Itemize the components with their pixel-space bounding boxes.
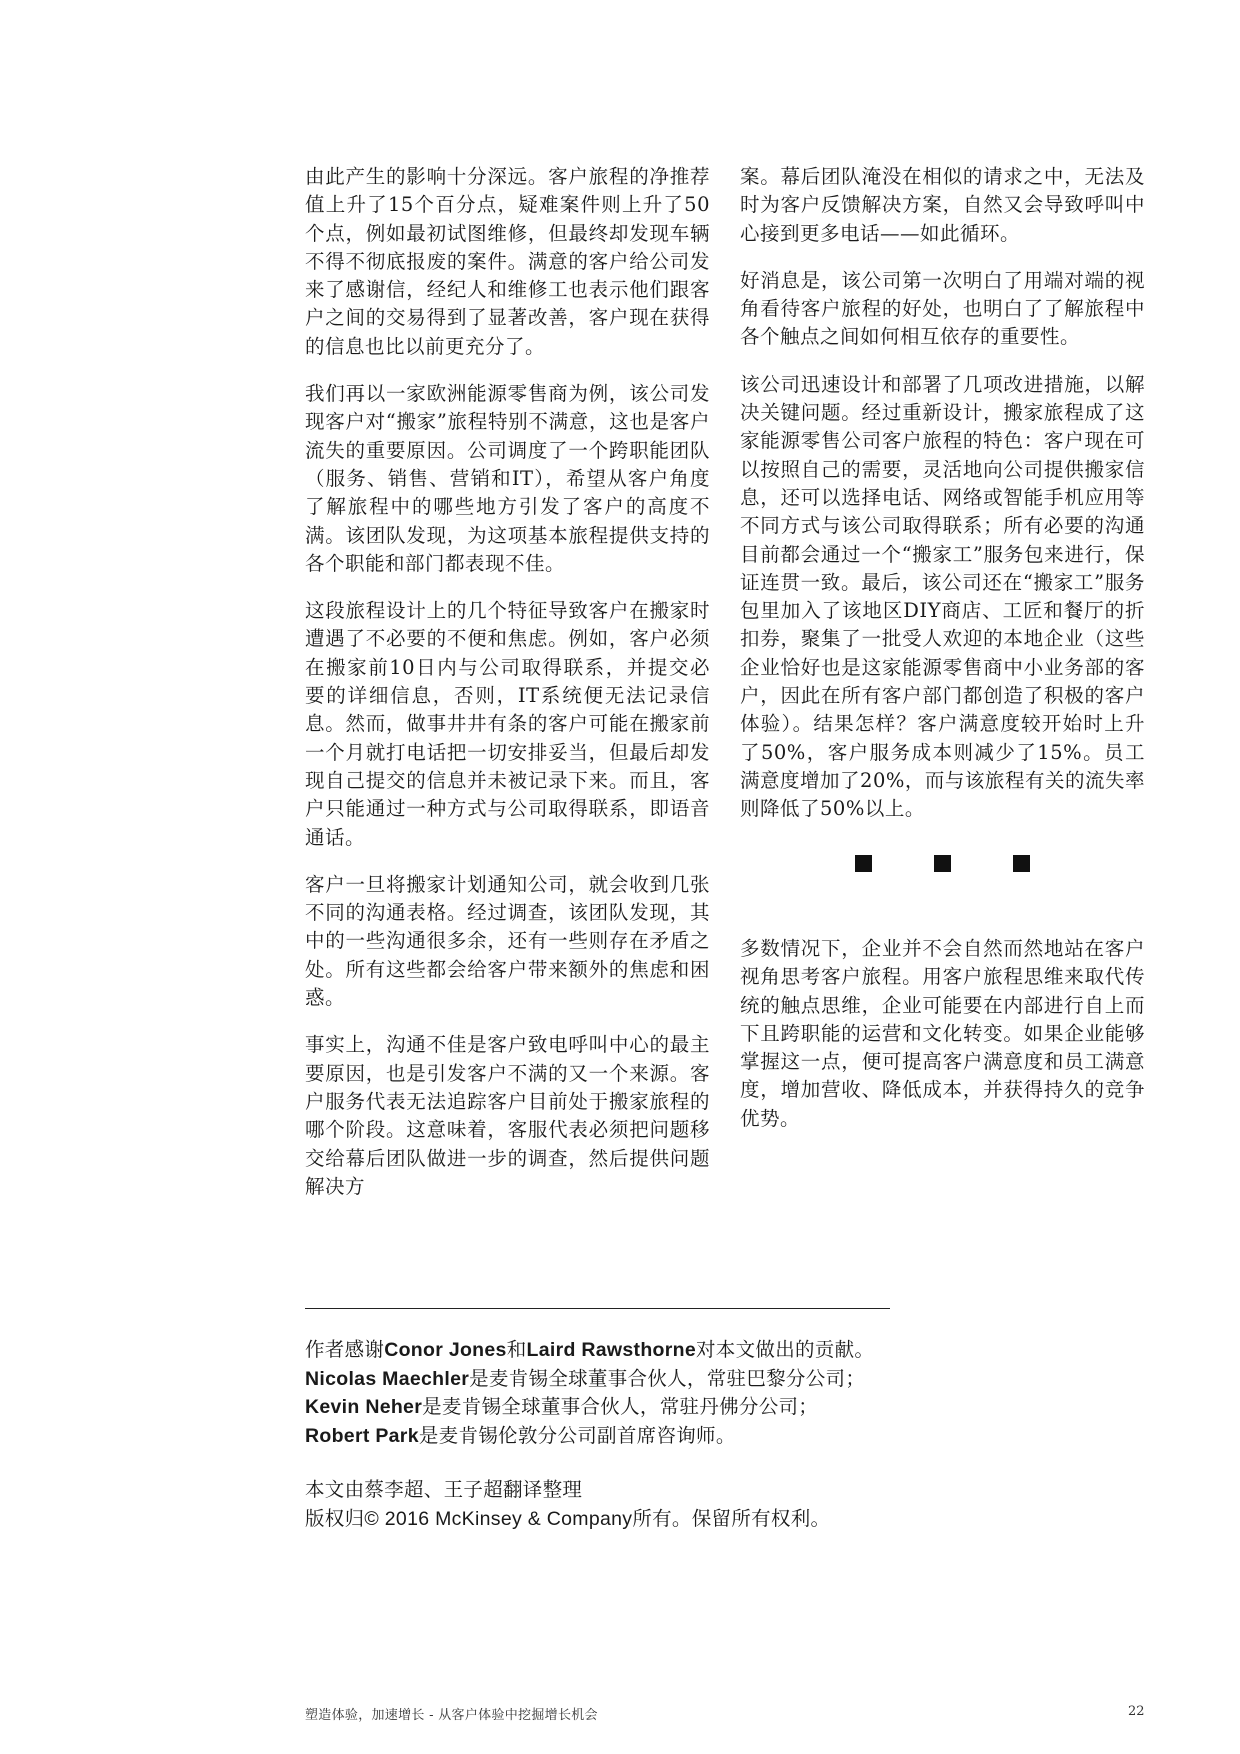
body-paragraph: 该公司迅速设计和部署了几项改进措施，以解决关键问题。经过重新设计，搬家旅程成了这家能源零售公司客户旅程的特色：客户现在可以按照自己的需要，灵活地向公司提供搬家信息，还可以选择电话、网络或智能手机应用等不同方式与该公司取得联系；所有必要的沟通目前都会通过一个“搬家工”服务包来进行，保证连贯一致。最后，该公司还在“搬家工”服务包里加入了该地区DIY商店、工匠和餐厅的折扣券，聚集了一批受人欢迎的本地企业（这些企业恰好也是这家能源零售商中小业务部的客户，因此在所有客户部门都创造了积极的客户体验）。结果怎样？客户满意度较开始时上升了50%，客户服务成本则减少了15%。员工满意度增加了20%，而与该旅程有关的流失率则降低了50%以上。 [740,372,1145,821]
body-paragraph: 事实上，沟通不佳是客户致电呼叫中心的最主要原因，也是引发客户不满的又一个来源。客户服务代表无法追踪客户目前处于搬家旅程的哪个阶段。这意味着，客服代表必须把问题移交给幕后团队做进一步的调查，然后提供问题解决方 [305,1033,710,1198]
right-column [740,163,1145,843]
body-paragraph: 案。幕后团队淹没在相似的请求之中，无法及时为客户反馈解决方案，自然又会导致呼叫中心接到更多电话——如此循环。 [740,165,1145,245]
body-paragraph: 由此产生的影响十分深远。客户旅程的净推荐值上升了15个百分点，疑难案件则上升了50个点，例如最初试图维修，但最终却发现车辆不得不彻底报废的案件。满意的客户给公司发来了感谢信，经纪人和维修工也表示他们跟客户之间的交易得到了显著改善，客户现在获得的信息也比以前更充分了。 [305,165,710,358]
divider [305,1308,890,1309]
square-ornament-icon [934,855,951,872]
author-line: Kevin Neher是麦肯锡全球董事合伙人，常驻丹佛分公司； [305,1395,819,1418]
square-ornament-icon [1013,855,1030,872]
body-paragraph: 我们再以一家欧洲能源零售商为例，该公司发现客户对“搬家”旅程特别不满意，这也是客户流失的重要原因。公司调度了一个跨职能团队（服务、销售、营销和IT），希望从客户角度了解旅程中的哪些地方引发了客户的高度不满。该团队发现，为这项基本旅程提供支持的各个职能和部门都表现不佳。 [305,382,710,575]
credits-block [305,1336,1125,1533]
copyright-line: 版权归© 2016 McKinsey & Company所有。保留所有权利。 [305,1506,831,1530]
closing-paragraph: 多数情况下，企业并不会自然而然地站在客户视角思考客户旅程。用客户旅程思维来取代传统的触点思维，企业可能要在内部进行自上而下且跨职能的运营和文化转变。如果企业能够掌握这一点，便可提高客户满意度和员工满意度，增加营收、降低成本，并获得持久的竞争优势。 [740,937,1145,1130]
acknowledgement-line: 作者感谢Conor Jones和Laird Rawsthorne对本文做出的贡献。 [305,1338,875,1361]
author-line: Nicolas Maechler是麦肯锡全球董事合伙人，常驻巴黎分公司； [305,1366,866,1390]
square-ornament-icon [855,855,872,872]
body-paragraph: 客户一旦将搬家计划通知公司，就会收到几张不同的沟通表格。经过调查，该团队发现，其中的一些沟通很多余，还有一些则存在矛盾之处。所有这些都会给客户带来额外的焦虑和困惑。 [305,872,710,1010]
left-column [305,163,710,1220]
running-footer-title: 塑造体验，加速增长 - 从客户体验中挖掘增长机会 [305,1708,598,1723]
author-line: Robert Park是麦肯锡伦敦分公司副首席咨询师。 [305,1423,736,1447]
translation-note: 本文由蔡李超、王子超翻译整理 [305,1478,583,1501]
body-paragraph: 这段旅程设计上的几个特征导致客户在搬家时遭遇了不必要的不便和焦虑。例如，客户必须在搬家前10日内与公司取得联系，并提交必要的详细信息，否则，IT系统便无法记录信息。然而，做事井井有条的客户可能在搬家前一个月就打电话把一切安排妥当，但最后却发现自己提交的信息并未被记录下来。而且，客户只能通过一种方式与公司取得联系，即语音通话。 [305,599,710,849]
body-paragraph: 好消息是，该公司第一次明白了用端对端的视角看待客户旅程的好处，也明白了了解旅程中各个触点之间如何相互依存的重要性。 [740,268,1145,349]
page-number: 22 [1128,1704,1145,1719]
section-break-ornament [740,855,1145,872]
